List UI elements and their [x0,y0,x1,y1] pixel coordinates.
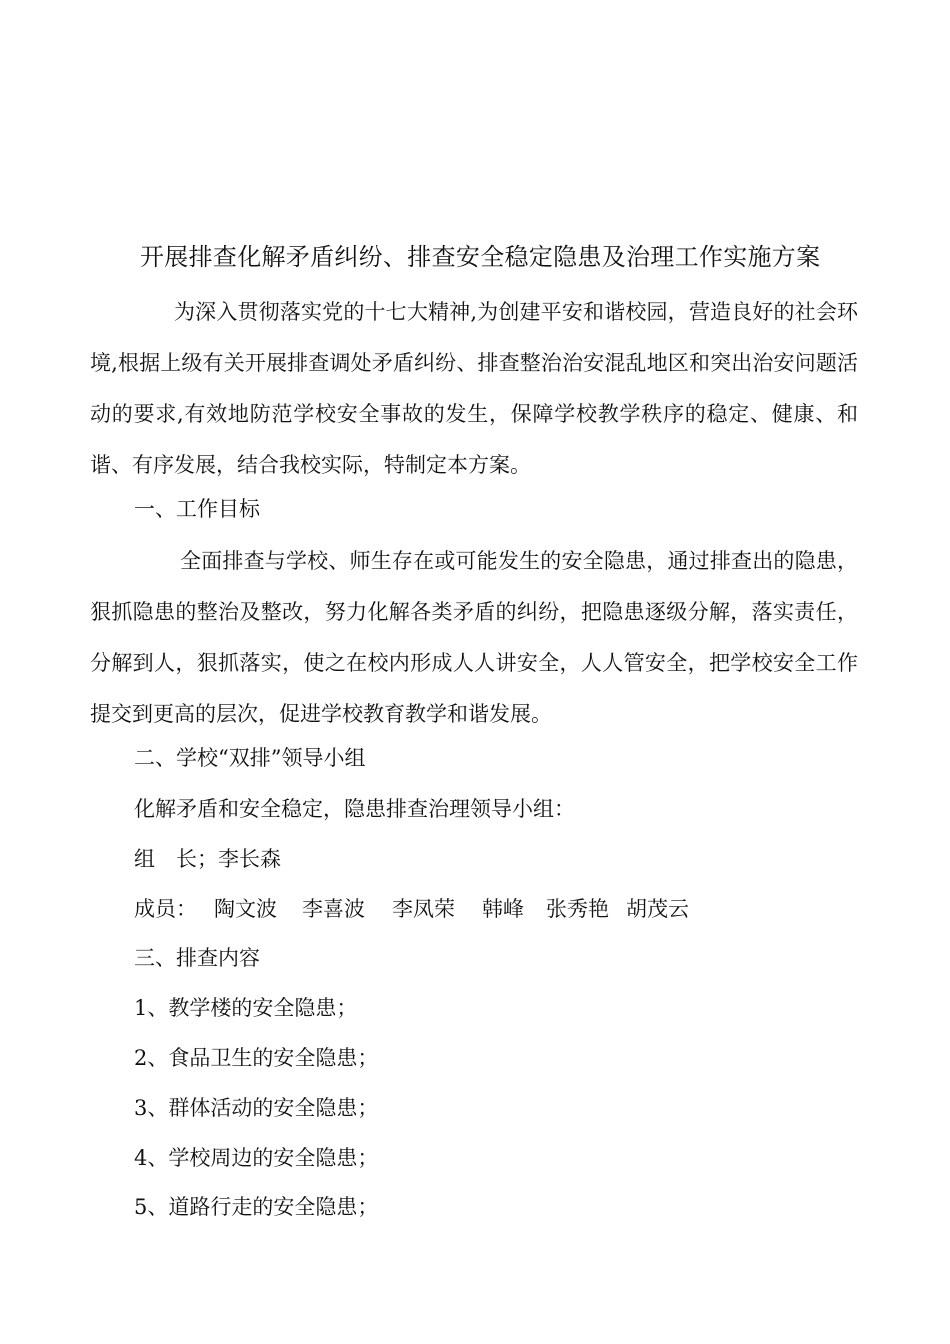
list-item: 4、学校周边的安全隐患； [134,1146,379,1170]
section-1-heading: 一、工作目标 [134,497,260,521]
member-name: 陶文波 [214,897,277,921]
intro-paragraph: 为深入贯彻落实党的十七大精神,为创建平安和谐校园，营造良好的社会环境,根据上级有关开展排查调处矛盾纠纷、排查整治治安混乱地区和突出治安问题活动的要求,有效地防范学校安全事故的发生，保障学校教学秩序的稳定、健康、和谐、有序发展，结合我校实际，特制定本方案。 [90,300,858,477]
member-name: 韩峰 [482,897,524,921]
group-leader [134,844,281,874]
section-1-body: 全面排查与学校、师生存在或可能发生的安全隐患，通过排查出的隐患，狠抓隐患的整治及整改，努力化解各类矛盾的纠纷，把隐患逐级分解，落实责任，分解到人，狠抓落实，使之在校内形成人人讲安全，人人管安全，把学校安全工作提交到更高的层次，促进学校教育教学和谐发展。 [90,549,858,726]
member-name: 张秀艳 [546,897,609,921]
member-name: 李凤荣 [392,897,455,921]
members-label: 成员： [134,897,197,921]
section-3-heading: 三、排查内容 [134,946,260,970]
section-2-heading: 二、学校“双排”领导小组 [134,746,366,770]
group-title: 化解矛盾和安全稳定，隐患排查治理领导小组： [134,797,575,821]
member-name: 李喜波 [302,897,365,921]
leader-label: 组 长； [134,847,218,871]
document-title: 开展排查化解矛盾纠纷、排查安全稳定隐患及治理工作实施方案 [140,243,821,271]
list-item: 3、群体活动的安全隐患； [134,1096,379,1120]
list-item: 1、教学楼的安全隐患； [134,996,358,1020]
list-item: 5、道路行走的安全隐患； [134,1195,379,1219]
member-name: 胡茂云 [626,897,689,921]
group-members [134,894,689,924]
leader-name: 李长森 [218,847,281,871]
list-item: 2、食品卫生的安全隐患； [134,1046,379,1070]
